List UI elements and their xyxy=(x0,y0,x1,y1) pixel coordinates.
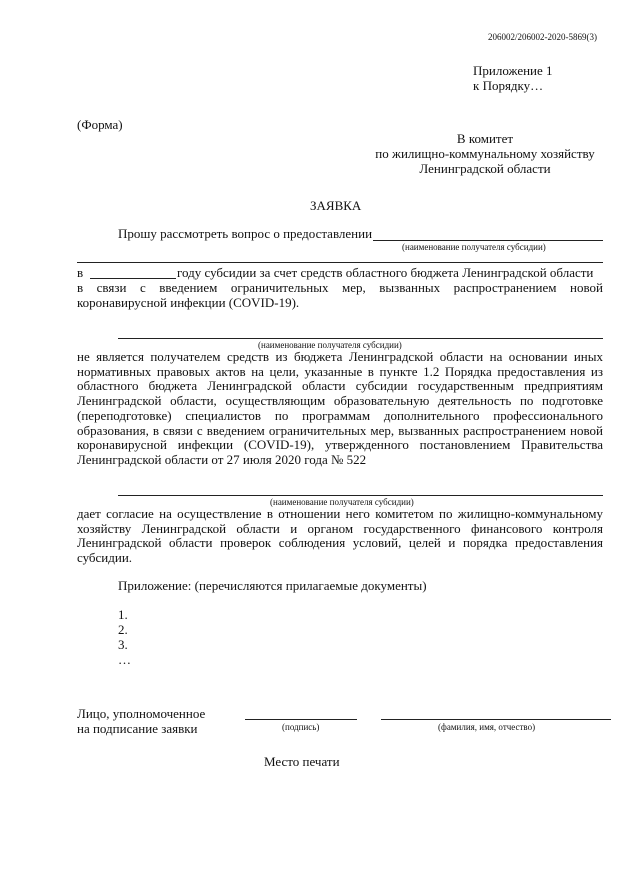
attachments-heading: Приложение: (перечисляются прилагаемые документы) xyxy=(118,578,427,593)
document-title: ЗАЯВКА xyxy=(310,198,362,213)
request-line3: коронавирусной инфекции (COVID-19). xyxy=(77,295,300,310)
signature-blank-line xyxy=(245,719,357,720)
appendix-line1: Приложение 1 xyxy=(473,63,553,78)
recipient-continuation-line xyxy=(77,262,603,263)
stamp-place-label: Место печати xyxy=(264,754,340,769)
document-id: 206002/206002-2020-5869(3) xyxy=(488,32,597,42)
recipient-blank-line xyxy=(373,240,603,241)
signature-caption: (подпись) xyxy=(282,722,320,732)
recipient2-blank-line xyxy=(118,338,603,339)
recipient3-blank-line xyxy=(118,495,603,496)
recipient-caption: (наименование получателя субсидии) xyxy=(402,242,546,252)
addressee-line3: Ленинградской области xyxy=(419,161,551,176)
recipient2-caption: (наименование получателя субсидии) xyxy=(258,340,402,350)
block3-paragraph: дает согласие на осуществление в отношении него комитетом по жилищно-коммунальному хозяйству Ленинградской области и органом государственного финансового контроля Ленинградской области проверок соблюдения условий, целей и порядка предоставления субсидии. xyxy=(77,506,603,566)
recipient3-caption: (наименование получателя субсидии) xyxy=(270,497,414,507)
request-line2: в связи с введением ограничительных мер, вызванных распространением новой xyxy=(77,280,603,295)
signatory-label-line1: Лицо, уполномоченное xyxy=(77,706,206,721)
fullname-caption: (фамилия, имя, отчество) xyxy=(438,722,536,732)
form-label: (Форма) xyxy=(77,117,123,132)
block2-paragraph: не является получателем средств из бюджета Ленинградской области на основании иных нормативных правовых актов на цели, указанные в пункте 1.2 Порядка предоставления из областного бюджета Ленинградской области субсидии государственным предприятиям Ленинградской области, осуществляющим образовательную деятельность по подготовке (переподготовке) специалистов по программам дополнительного профессионального образования, в связи с введением ограничительных мер, вызванных распространением новой коронавирусной инфекции (COVID-19), утвержденного постановлением Правительства Ленинградской области от 27 июля 2020 года № 522 xyxy=(77,349,603,467)
year-suffix: году субсидии за счет средств областного бюджета Ленинградской области xyxy=(177,265,594,280)
year-prefix: в xyxy=(77,265,84,280)
fullname-blank-line xyxy=(381,719,611,720)
appendix-line2: к Порядку… xyxy=(473,78,544,93)
attachment-item: 1. xyxy=(118,607,128,622)
attachment-item: 2. xyxy=(118,622,128,637)
addressee-line1: В комитет xyxy=(456,131,514,146)
year-blank-line xyxy=(90,278,176,279)
addressee-line2: по жилищно-коммунальному хозяйству xyxy=(375,146,595,161)
attachment-item: … xyxy=(118,652,131,667)
signatory-label-line2: на подписание заявки xyxy=(77,721,198,736)
request-lead: Прошу рассмотреть вопрос о предоставлении xyxy=(118,226,373,241)
attachment-item: 3. xyxy=(118,637,128,652)
